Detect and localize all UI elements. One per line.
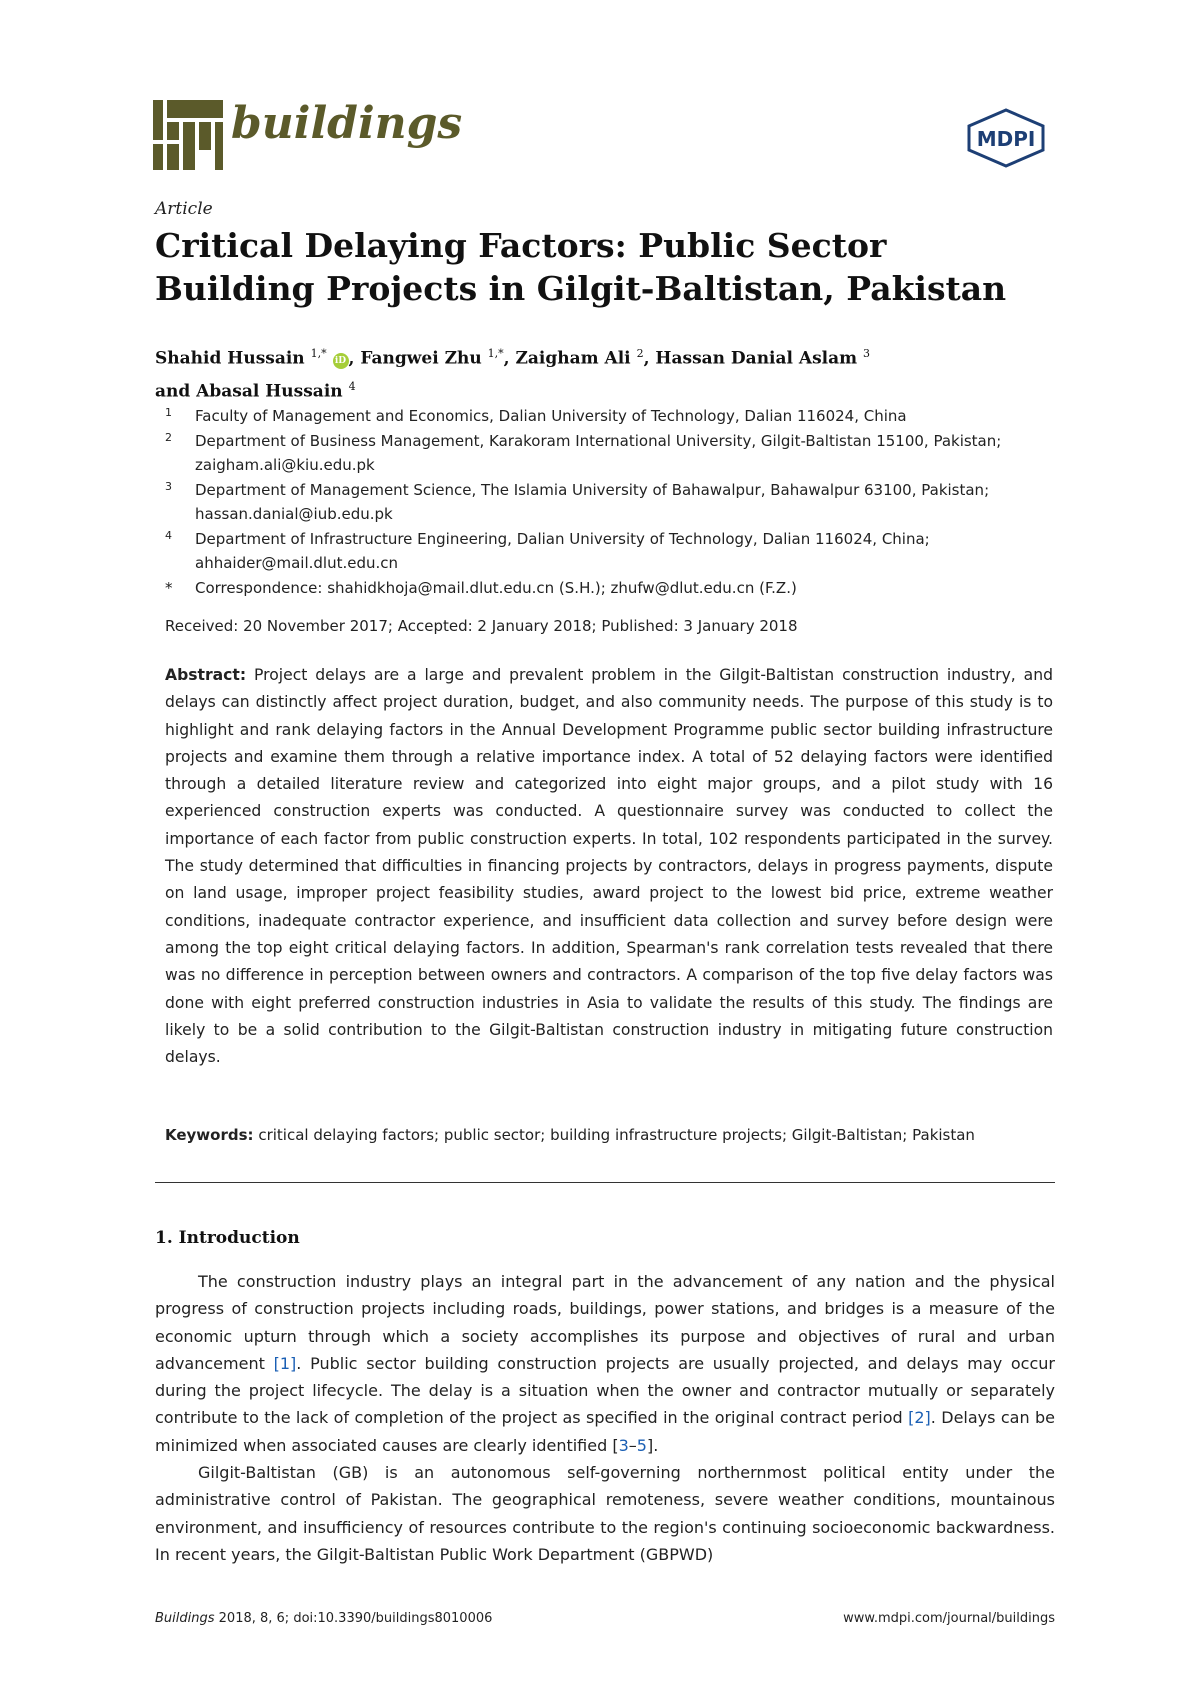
affiliation-item xyxy=(165,404,1065,429)
affiliation-email[interactable]: ahhaider@mail.dlut.edu.cn xyxy=(195,554,399,572)
citation-link[interactable]: [1] xyxy=(273,1353,297,1373)
paragraph: Gilgit-Baltistan (GB) is an autonomous self-governing northernmost political entity under the administrative control of Pakistan. The geographical remoteness, severe weather conditions, mountainous environment, and insufficiency of resources contribute to the region's continuing socioeconomic backwardness. In recent years, the Gilgit-Baltistan Public Work Department (GBPWD) xyxy=(155,1463,1055,1564)
affiliation-marker: 1 xyxy=(165,406,172,419)
paragraph-text: The construction industry plays an integral part in the advancement of any nation and the physical progress of construction projects including roads, buildings, power stations, and bridges is a measure of the economic upturn through which a society accomplishes its purpose and objectives of rural and urban advancement xyxy=(155,1272,1055,1373)
abstract-label: Abstract: xyxy=(165,666,247,684)
affiliation-list xyxy=(165,404,1065,600)
correspondence-marker: * xyxy=(165,578,173,597)
abstract-text: Project delays are a large and prevalent problem in the Gilgit-Baltistan construction industry, and delays can distinctly affect project duration, budget, and also community needs. The purpose of this study is to highlight and rank delaying factors in the Annual Development Programme public sector building infrastructure projects and examine them through a relative importance index. A total of 52 delaying factors were identified through a detailed literature review and categorized into eight major groups, and a pilot study with 16 experienced construction experts was conducted. A questionnaire survey was conducted to collect the importance of each factor from public construction experts. In total, 102 respondents participated in the survey. The study determined that difficulties in financing projects by contractors, delays in progress payments, dispute on land usage, improper project feasibility studies, award project to the lowest bid price, extreme weather conditions, inadequate contractor experience, and insufficient data collection and survey before design were among the top eight critical delaying factors. In addition, Spearman's rank correlation tests revealed that there was no difference in perception between owners and contractors. A comparison of the top five delay factors was done with eight preferred construction industries in Asia to validate the results of this study. The findings are likely to be a solid contribution to the Gilgit-Baltistan construction industry in mitigating future construction delays. xyxy=(165,666,1053,1067)
author-affiliation-marker: 2 xyxy=(636,347,644,360)
paragraph-text: . Public sector building construction projects are usually projected, and delays may occur during the project lifecycle. The delay is a situation when the owner and contractor mutually or separately contribute to the lack of completion of the project as specified in the original contract period xyxy=(155,1353,1055,1428)
citation-link[interactable]: 3 xyxy=(618,1435,629,1455)
citation-link[interactable]: 5 xyxy=(636,1435,647,1455)
keywords xyxy=(165,1126,1055,1144)
affiliation-marker: 4 xyxy=(165,528,172,542)
author-affiliation-marker: 1,* xyxy=(310,347,327,360)
journal-name: buildings xyxy=(231,98,463,149)
author-name: Hassan Danial Aslam xyxy=(655,348,858,369)
correspondence-text: Correspondence: shahidkhoja@mail.dlut.edu.cn (S.H.); zhufw@dlut.edu.cn (F.Z.) xyxy=(195,578,797,597)
paragraph xyxy=(155,1268,1055,1459)
section-heading-introduction: 1. Introduction xyxy=(155,1228,300,1248)
author-separator: , xyxy=(643,348,650,369)
affiliation-text: Faculty of Management and Economics, Dalian University of Technology, Dalian 116024, China xyxy=(195,407,907,425)
affiliation-item xyxy=(165,478,1065,527)
keywords-label: Keywords: xyxy=(165,1126,254,1144)
author-name: Shahid Hussain xyxy=(155,348,305,369)
journal-logo-icon xyxy=(153,100,225,170)
affiliation-marker: 3 xyxy=(165,479,172,493)
affiliation-marker: 2 xyxy=(165,430,172,444)
citation-link[interactable]: [2] xyxy=(908,1408,931,1428)
footer-doi: 2018, 8, 6; doi:10.3390/buildings8010006 xyxy=(214,1611,493,1626)
author-affiliation-marker: 3 xyxy=(863,347,871,360)
paragraph-text: ]. xyxy=(646,1435,659,1455)
author-name: Fangwei Zhu xyxy=(360,348,482,369)
correspondence-item xyxy=(165,576,1065,601)
author-separator: , xyxy=(503,348,510,369)
author-name: Zaigham Ali xyxy=(515,348,631,369)
section-divider xyxy=(155,1182,1055,1183)
mdpi-logo-icon xyxy=(963,108,1049,168)
paper-title: Critical Delaying Factors: Public Sector Building Projects in Gilgit-Baltistan, Pakistan xyxy=(155,226,1007,308)
citation-range-dash: – xyxy=(628,1435,637,1455)
author-name: and Abasal Hussain xyxy=(155,381,343,402)
publication-dates: Received: 20 November 2017; Accepted: 2 January 2018; Published: 3 January 2018 xyxy=(165,617,798,635)
affiliation-email[interactable]: zaigham.ali@kiu.edu.pk xyxy=(195,456,375,474)
affiliation-text: Department of Management Science, The Islamia University of Bahawalpur, Bahawalpur 63100, Pakistan; xyxy=(195,480,990,499)
affiliation-item xyxy=(165,429,1065,478)
footer-journal: Buildings xyxy=(155,1611,215,1626)
author-affiliation-marker: 1,* xyxy=(487,347,504,360)
publisher-name: MDPI xyxy=(976,127,1036,151)
footer-citation xyxy=(155,1611,492,1626)
journal-logo xyxy=(153,98,463,170)
author-separator: , xyxy=(348,348,355,369)
author-list xyxy=(155,340,1055,405)
paragraph-text: . Delays can be minimized when associated causes are clearly identified [ xyxy=(155,1408,1055,1455)
affiliation-email[interactable]: hassan.danial@iub.edu.pk xyxy=(195,505,393,523)
affiliation-item xyxy=(165,527,1065,576)
footer-url[interactable]: www.mdpi.com/journal/buildings xyxy=(843,1611,1055,1626)
article-type: Article xyxy=(155,199,213,219)
introduction-body xyxy=(155,1268,1055,1568)
affiliation-text: Department of Business Management, Karakoram International University, Gilgit-Baltistan 15100, Pakistan; xyxy=(195,431,1002,450)
keywords-text: critical delaying factors; public sector; building infrastructure projects; Gilgit-Baltistan; Pakistan xyxy=(258,1126,975,1144)
abstract xyxy=(165,662,1053,1071)
affiliation-text: Department of Infrastructure Engineering, Dalian University of Technology, Dalian 116024, China; xyxy=(195,529,930,548)
orcid-icon[interactable]: iD xyxy=(333,353,349,369)
author-affiliation-marker: 4 xyxy=(348,379,356,393)
